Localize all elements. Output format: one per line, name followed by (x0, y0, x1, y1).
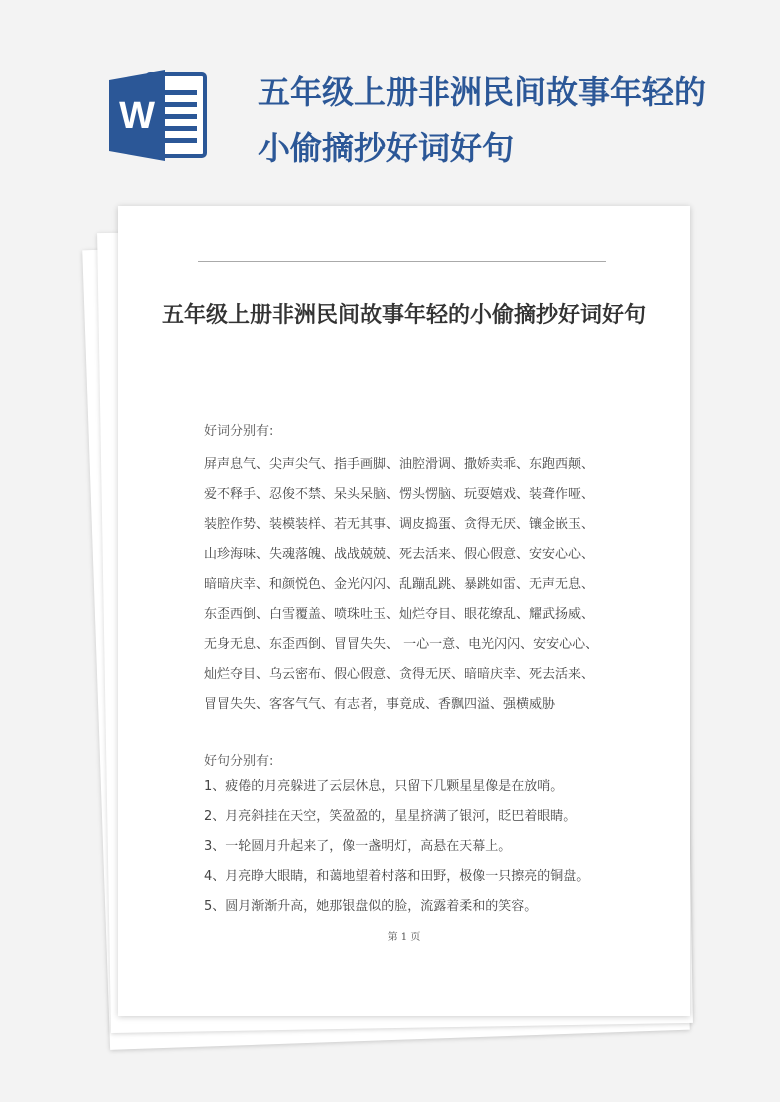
list-item: 4、月亮睁大眼睛，和蔼地望着村落和田野，极像一只擦亮的铜盘。 (204, 869, 590, 884)
sentences-label: 好句分别有: (204, 754, 274, 769)
list-item: 暗暗庆幸、和颜悦色、金光闪闪、乱蹦乱跳、暴跳如雷、无声无息、 (204, 577, 595, 592)
word-icon (107, 68, 207, 163)
list-item: 屏声息气、尖声尖气、指手画脚、油腔滑调、撒娇卖乖、东跑西颠、 (204, 457, 595, 472)
header-title: 五年级上册非洲民间故事年轻的小偷摘抄好词好句 (258, 73, 707, 167)
document-title: 五年级上册非洲民间故事年轻的小偷摘抄好词好句 (161, 303, 646, 328)
list-item: 东歪西倒、白雪覆盖、喷珠吐玉、灿烂夺目、眼花缭乱、耀武扬威、 (204, 607, 595, 622)
word-logo-letter: W (119, 95, 155, 137)
document-page (118, 206, 690, 1016)
words-label: 好词分别有: (204, 424, 274, 439)
header (0, 0, 780, 200)
list-item: 2、月亮斜挂在天空，笑盈盈的，星星挤满了银河，眨巴着眼睛。 (204, 809, 577, 824)
list-item: 山珍海味、失魂落魄、战战兢兢、死去活来、假心假意、安安心心、 (204, 547, 595, 562)
list-item: 3、一轮圆月升起来了，像一盏明灯，高悬在天幕上。 (204, 839, 512, 854)
list-item: 爱不释手、忍俊不禁、呆头呆脑、愣头愣脑、玩耍嬉戏、装聋作哑、 (204, 487, 595, 502)
list-item: 装腔作势、装模装样、若无其事、调皮捣蛋、贪得无厌、镶金嵌玉、 (204, 517, 595, 532)
header-rule (198, 261, 606, 262)
list-item: 灿烂夺目、乌云密布、假心假意、贪得无厌、暗暗庆幸、死去活来、 (204, 667, 595, 682)
list-item: 无身无息、东歪西倒、冒冒失失、 一心一意、电光闪闪、安安心心、 (204, 637, 599, 652)
page-number: 第 1 页 (387, 932, 421, 943)
list-item: 1、疲倦的月亮躲进了云层休息，只留下几颗星星像是在放哨。 (204, 779, 564, 794)
list-item: 5、圆月渐渐升高，她那银盘似的脸，流露着柔和的笑容。 (204, 899, 538, 914)
list-item: 冒冒失失、客客气气、有志者，事竟成、香飘四溢、强横威胁 (204, 697, 556, 712)
sentences-list (204, 772, 634, 922)
words-list (204, 450, 624, 720)
